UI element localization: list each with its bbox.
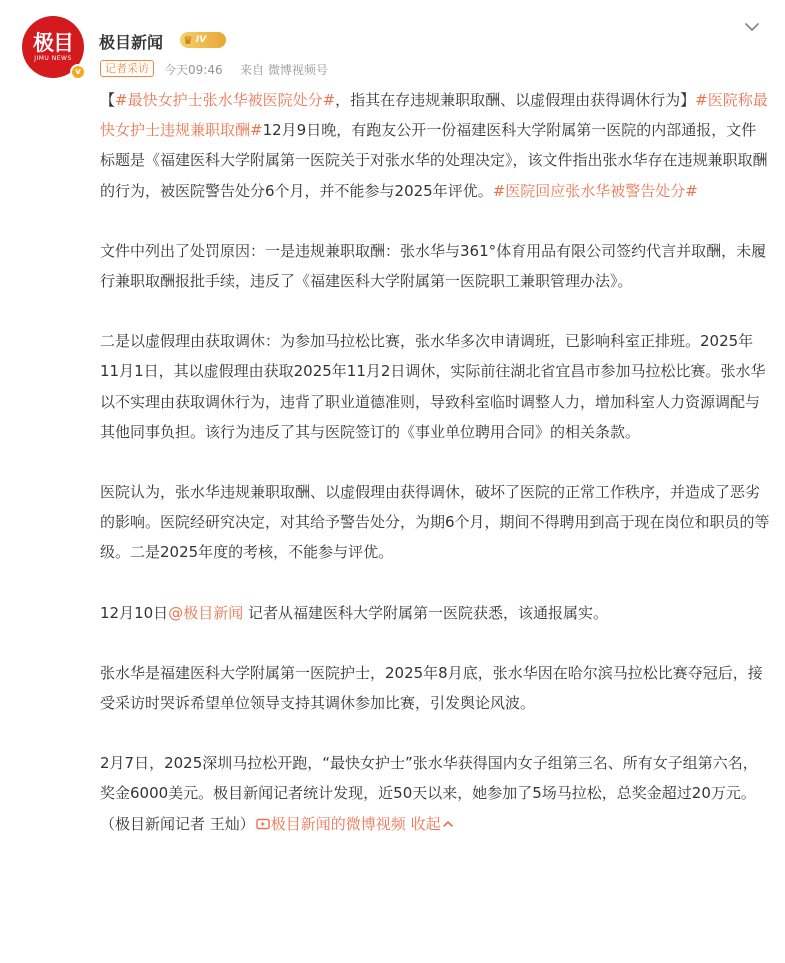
collapse-text: 收起 [410,814,441,833]
post-body [100,85,770,839]
level-badge[interactable] [180,32,226,48]
hashtag-link[interactable]: #最快女护士张水华被医院处分# [115,91,336,109]
paragraph-gap [100,718,770,748]
verified-badge-icon: v [70,64,86,80]
collapse-button[interactable] [411,815,454,833]
video-link-text: 极目新闻的微博视频 [270,814,406,833]
post-header [22,16,767,86]
interview-tag[interactable]: 记者采访 [100,60,154,77]
paragraph-3: 二是以虚假理由获取调休：为参加马拉松比赛，张水华多次申请调班，已影响科室正排班。2025年11月1日，其以虚假理由获取2025年11月2日调休，实际前往湖北省宜昌市参加马拉松比赛。张水华以不实理由获取调休行为，违背了职业道德准则，导致科室临时调整人力，增加科室人力资源调配与其他同事负担。该行为违反了其与医院签订的《事业单位聘用合同》的相关条款。 [100,332,766,441]
paragraph-gap [100,206,770,236]
crown-icon: ♛ [183,33,193,47]
author-name[interactable]: 极目新闻 [99,33,164,52]
text: 2月7日，2025深圳马拉松开跑，“最快女护士”张水华获得国内女子组第三名、所有女子组第六名，奖金6000美元。极目新闻记者统计发现，近50天以来，她参加了5场马拉松，总奖金超过20万元。（极目新闻记者 王灿） [100,754,758,833]
paragraph-1 [100,85,770,206]
paragraph-2: 文件中列出了处罚原因：一是违规兼职取酬：张水华与361°体育用品有限公司签约代言并取酬，未履行兼职取酬报批手续，违反了《福建医科大学附属第一医院职工兼职管理办法》。 [100,241,767,291]
chevron-down-icon[interactable] [743,18,761,36]
text: 12月9日晚，有跑友公开一份福建医科大学附属第一医院的内部通报，文件标题是《福建医科大学附属第一医院关于对张水华的处理决定》，该文件指出张水华存在违规兼职取酬的行为，被医院警告处分6个月，并不能参与2025年评优。 [100,121,768,200]
video-icon [256,818,270,830]
paragraph-gap [100,628,770,658]
text: 12月10日 [100,603,169,622]
text: 【 [100,91,116,109]
paragraph-gap [100,296,770,326]
video-link[interactable] [255,815,406,833]
text: ，指其在存违规兼职取酬、以虚假理由获得调休行为】 [335,91,696,109]
level-text: IV [195,35,207,45]
paragraph-7 [100,748,770,839]
paragraph-gap [100,568,770,598]
mention-link[interactable]: @极目新闻 [168,603,244,622]
chevron-up-icon [442,819,454,829]
text: 记者从福建医科大学附属第一医院获悉，该通报属实。 [243,603,608,622]
avatar-logo-subtext: JIMU NEWS [34,54,72,62]
paragraph-5 [100,598,770,628]
hashtag-link[interactable]: #医院回应张水华被警告处分# [492,181,698,200]
post-source[interactable]: 来自 微博视频号 [240,63,328,77]
paragraph-gap [100,447,770,477]
paragraph-6: 张水华是福建医科大学附属第一医院护士，2025年8月底，张水华因在哈尔滨马拉松比赛夺冠后，接受采访时哭诉希望单位领导支持其调休参加比赛，引发舆论风波。 [100,663,763,713]
paragraph-4: 医院认为，张水华违规兼职取酬、以虚假理由获得调休，破坏了医院的正常工作秩序，并造成了恶劣的影响。医院经研究决定，对其给予警告处分，为期6个月，期间不得聘用到高于现在岗位和职员的等级。二是2025年度的考核，不能参与评优。 [100,483,770,562]
avatar-logo-text: 极目 [33,29,73,55]
post-time[interactable]: 今天09:46 [164,63,223,77]
hashtag-link[interactable]: #医院称最快女护士违规兼职取酬# [100,91,768,140]
